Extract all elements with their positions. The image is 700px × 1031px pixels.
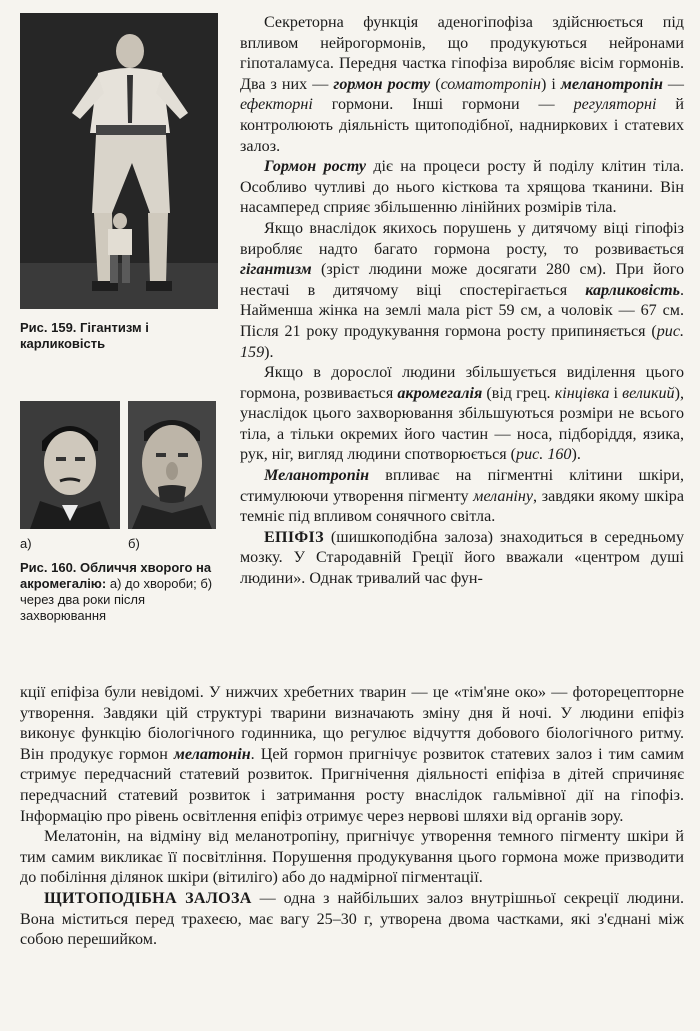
paragraph-epiphysis-start: ЕПІФІЗ (шишкоподібна залоза) знаходиться в середньому мозку. У Стародавній Греції його вважали «центром душі людини». Однак тривалий час фун- bbox=[240, 528, 684, 588]
figure-160a-photo bbox=[20, 401, 120, 529]
figure-160-caption-title: Рис. 160. Обличчя хворого на акромегалію: bbox=[20, 560, 212, 591]
paragraph-growth-hormone: Гормон росту діє на процеси росту й поділу клітин тіла. Особливо чутливі до нього кісткова та хрящова тканини. Він насамперед сприяє збільшенню лінійних розмірів тіла. bbox=[240, 158, 684, 217]
face-before-image bbox=[20, 401, 120, 529]
figure-160-caption bbox=[20, 560, 220, 624]
figure-159-photo bbox=[20, 13, 218, 309]
paragraph-adenohypophysis: Секреторна функція аденогіпофіза здійснюється під впливом нейрогормонів, що продукуються нейронами гіпоталамуса. Передня частка гіпофіза виробляє вісім гормонів. Два з них — гормон росту (соматотропін) і меланотропін — ефекторні гормони. Інші гормони — регуляторні й контролюють діяльність щитоподібної, надниркових і статевих залоз. bbox=[240, 14, 685, 155]
figure-160b-label: б) bbox=[128, 536, 140, 551]
paragraph-gigantism: Якщо внаслідок якихось порушень у дитячому віці гіпофіз виробляє надто багато гормона росту, то розвивається гігантизм (зріст людини може досягати 280 см). При його нестачі в дитячому віці спостерігається карликовість. Найменша жінка на землі мала ріст 59 см, а чоловік — 67 см. Після 21 року продукування гормона росту припиняється (рис. 159). bbox=[240, 219, 684, 361]
paragraph-thyroid: ЩИТОПОДІБНА ЗАЛОЗА — одна з найбільших залоз внутрішньої секреції людини. Вона міститься перед трахеєю, має вагу 25–30 г, утворена двома частками, які з'єднані між собою перешийком. bbox=[20, 889, 684, 949]
figure-160-caption-text: а) до хвороби; б) через два роки після захворювання bbox=[20, 576, 213, 623]
paragraph-melanotropin: Меланотропін впливає на пігментні клітини шкіри, стимулюючи утворення пігменту меланіну, завдяки якому шкіра темніє під впливом сонячного світла. bbox=[240, 467, 684, 526]
figure-160a-label: а) bbox=[20, 536, 32, 551]
paragraph-acromegaly: Якщо в дорослої людини збільшується виділення цього гормона, розвивається акромегалія (від грец. кінцівка і великий), унаслідок цього захворювання збільшуються розміри не всього тіла, а тільки окремих його частин — носа, підборіддя, язика, рук, ніг, вигляд людини спотворюється (рис. 160). bbox=[240, 364, 684, 464]
main-text-column bbox=[240, 13, 684, 590]
face-after-image bbox=[128, 401, 216, 529]
paragraph-melatonin: Мелатонін, на відміну від меланотропіну, пригнічує утворення темного пігменту шкіри й тим самим викликає її посвітління. Порушення продукування цього гормона може призводити до побіління ділянок шкіри (вітиліго) або до надмірної пігментації. bbox=[20, 828, 684, 887]
paragraph-epiphysis-cont: кції епіфіза були невідомі. У нижчих хребетних тварин — це «тім'яне око» — фоторецепторне утворення. Завдяки цій структурі тварини визначають зміну дня й ночі. У людини епіфіз виконує функцію біологічного годинника, що регулює відчуття добового біологічного ритму. Він продукує гормон мелатонін. Цей гормон пригнічує розвиток статевих залоз і тим самим стримує передчасний статевий розвиток. Пригнічення діяльності епіфіза в дітей спричиняє передчасний статевий розвиток і затримання росту внаслідок гальмівної дії на гіпофіз. Інформацію про рівень освітлення епіфіз отримує через нервові шляхи від органів зору. bbox=[20, 684, 684, 825]
full-width-text bbox=[20, 683, 684, 951]
figure-159-caption: Рис. 159. Гігантизм і карликовість bbox=[20, 320, 149, 351]
figure-160b-photo bbox=[128, 401, 216, 529]
giant-and-dwarf-image bbox=[20, 13, 218, 309]
